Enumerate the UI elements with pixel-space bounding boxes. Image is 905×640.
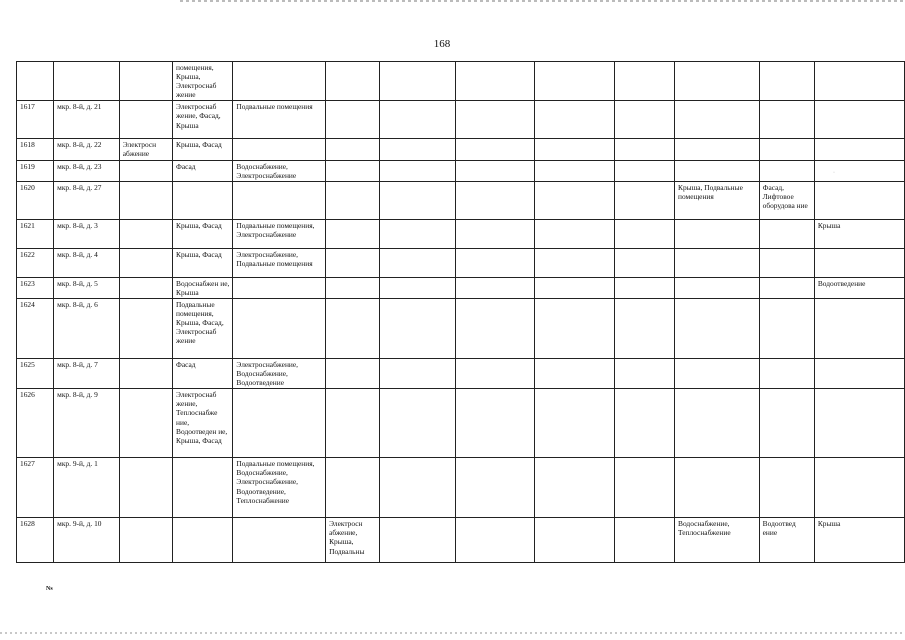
col9-cell	[534, 518, 614, 563]
col12-cell: Водоотвед ение	[759, 518, 814, 563]
col13-cell	[814, 248, 904, 277]
col10-cell	[614, 518, 674, 563]
address-cell	[54, 62, 120, 101]
col11-cell	[675, 219, 760, 248]
col8-cell	[455, 358, 534, 388]
col9-cell	[534, 101, 614, 139]
col10-cell	[614, 298, 674, 358]
col3-cell	[119, 277, 172, 298]
col7-cell	[379, 139, 455, 160]
col12-cell	[759, 160, 814, 181]
col6-cell	[326, 101, 379, 139]
col12-cell	[759, 277, 814, 298]
col4-cell: Крыша, Фасад	[173, 248, 233, 277]
col3-cell	[119, 298, 172, 358]
col12-cell	[759, 139, 814, 160]
row-number-cell: 1628	[17, 518, 54, 563]
col9-cell	[534, 389, 614, 458]
col7-cell	[379, 518, 455, 563]
footnote-mark: Ns	[46, 586, 53, 592]
col5-cell	[233, 139, 326, 160]
col5-cell	[233, 298, 326, 358]
table-row	[17, 139, 905, 160]
col6-cell	[326, 298, 379, 358]
col3-cell	[119, 389, 172, 458]
table-row	[17, 101, 905, 139]
col13-cell	[814, 62, 904, 101]
col5-cell	[233, 277, 326, 298]
col13-cell	[814, 298, 904, 358]
col13-cell: Крыша	[814, 219, 904, 248]
col6-cell	[326, 458, 379, 518]
table-row	[17, 277, 905, 298]
col4-cell: Водоснабжен ие, Крыша	[173, 277, 233, 298]
table-row	[17, 518, 905, 563]
col3-cell	[119, 518, 172, 563]
col8-cell	[455, 389, 534, 458]
col9-cell	[534, 248, 614, 277]
col8-cell	[455, 298, 534, 358]
address-cell: мкр. 8-й, д. 6	[54, 298, 120, 358]
col4-cell: Фасад	[173, 160, 233, 181]
col12-cell	[759, 62, 814, 101]
col6-cell	[326, 160, 379, 181]
col11-cell	[675, 248, 760, 277]
col5-cell	[233, 181, 326, 219]
col4-cell: Крыша, Фасад	[173, 139, 233, 160]
col9-cell	[534, 62, 614, 101]
col10-cell	[614, 181, 674, 219]
col9-cell	[534, 358, 614, 388]
row-number-cell: 1619	[17, 160, 54, 181]
col10-cell	[614, 358, 674, 388]
col12-cell	[759, 358, 814, 388]
col8-cell	[455, 139, 534, 160]
col11-cell	[675, 62, 760, 101]
col4-cell: Электроснаб жение, Фасад, Крыша	[173, 101, 233, 139]
col12-cell: Фасад, Лифтовое оборудова ние	[759, 181, 814, 219]
col12-cell	[759, 219, 814, 248]
col5-cell	[233, 62, 326, 101]
col6-cell	[326, 181, 379, 219]
col6-cell	[326, 277, 379, 298]
col10-cell	[614, 139, 674, 160]
table-row	[17, 160, 905, 181]
col11-cell	[675, 139, 760, 160]
col13-cell	[814, 358, 904, 388]
page-number: 168	[433, 38, 451, 50]
col5-cell: Электроснабжение, Подвальные помещения	[233, 248, 326, 277]
col11-cell	[675, 160, 760, 181]
col3-cell	[119, 101, 172, 139]
col9-cell	[534, 219, 614, 248]
col5-cell: Электроснабжение, Водоснабжение, Водоотведение	[233, 358, 326, 388]
address-cell: мкр. 9-й, д. 10	[54, 518, 120, 563]
col3-cell: Электросн абжение	[119, 139, 172, 160]
col5-cell	[233, 518, 326, 563]
col11-cell: Водоснабжение, Теплоснабжение	[675, 518, 760, 563]
row-number-cell: 1622	[17, 248, 54, 277]
table-row	[17, 298, 905, 358]
address-cell: мкр. 8-й, д. 22	[54, 139, 120, 160]
col11-cell	[675, 389, 760, 458]
col9-cell	[534, 298, 614, 358]
col13-cell	[814, 139, 904, 160]
col6-cell	[326, 389, 379, 458]
col13-cell	[814, 181, 904, 219]
table-row	[17, 358, 905, 388]
col4-cell: Электроснаб жение, Теплоснабже ние, Водоотведен ие, Крыша, Фасад	[173, 389, 233, 458]
col13-cell	[814, 101, 904, 139]
col6-cell	[326, 139, 379, 160]
row-number-cell: 1617	[17, 101, 54, 139]
col8-cell	[455, 248, 534, 277]
col3-cell	[119, 62, 172, 101]
table-row	[17, 458, 905, 518]
col12-cell	[759, 248, 814, 277]
table-row	[17, 248, 905, 277]
col8-cell	[455, 101, 534, 139]
col8-cell	[455, 62, 534, 101]
col13-cell	[814, 389, 904, 458]
col10-cell	[614, 458, 674, 518]
col11-cell	[675, 277, 760, 298]
col7-cell	[379, 389, 455, 458]
col10-cell	[614, 219, 674, 248]
row-number-cell: 1620	[17, 181, 54, 219]
col11-cell: Крыша, Подвальные помещения	[675, 181, 760, 219]
col8-cell	[455, 518, 534, 563]
col8-cell	[455, 219, 534, 248]
col5-cell: Подвальные помещения, Водоснабжение, Электроснабжение, Водоотведение, Теплоснабжение	[233, 458, 326, 518]
scan-speck: ·	[833, 170, 835, 176]
col10-cell	[614, 160, 674, 181]
col9-cell	[534, 181, 614, 219]
col10-cell	[614, 389, 674, 458]
col3-cell	[119, 181, 172, 219]
col7-cell	[379, 298, 455, 358]
row-number-cell	[17, 62, 54, 101]
col12-cell	[759, 458, 814, 518]
col7-cell	[379, 219, 455, 248]
building-repair-table	[16, 61, 905, 563]
address-cell: мкр. 9-й, д. 1	[54, 458, 120, 518]
col12-cell	[759, 298, 814, 358]
row-number-cell: 1623	[17, 277, 54, 298]
row-number-cell: 1621	[17, 219, 54, 248]
col7-cell	[379, 181, 455, 219]
col13-cell	[814, 458, 904, 518]
col9-cell	[534, 458, 614, 518]
address-cell: мкр. 8-й, д. 5	[54, 277, 120, 298]
col9-cell	[534, 160, 614, 181]
col9-cell	[534, 139, 614, 160]
col4-cell	[173, 181, 233, 219]
col3-cell	[119, 248, 172, 277]
col11-cell	[675, 298, 760, 358]
col5-cell: Подвальные помещения, Электроснабжение	[233, 219, 326, 248]
col7-cell	[379, 277, 455, 298]
col3-cell	[119, 458, 172, 518]
table-row	[17, 62, 905, 101]
col3-cell	[119, 219, 172, 248]
col4-cell: Фасад	[173, 358, 233, 388]
col6-cell	[326, 219, 379, 248]
col9-cell	[534, 277, 614, 298]
address-cell: мкр. 8-й, д. 4	[54, 248, 120, 277]
scan-artifact-top	[180, 0, 905, 2]
col8-cell	[455, 277, 534, 298]
col4-cell: помещения, Крыша, Электроснаб жение	[173, 62, 233, 101]
address-cell: мкр. 8-й, д. 9	[54, 389, 120, 458]
col10-cell	[614, 248, 674, 277]
address-cell: мкр. 8-й, д. 21	[54, 101, 120, 139]
table-row	[17, 219, 905, 248]
col12-cell	[759, 101, 814, 139]
col6-cell	[326, 358, 379, 388]
col10-cell	[614, 62, 674, 101]
col12-cell	[759, 389, 814, 458]
col7-cell	[379, 458, 455, 518]
col4-cell: Подвальные помещения, Крыша, Фасад, Электроснаб жение	[173, 298, 233, 358]
col11-cell	[675, 458, 760, 518]
col4-cell	[173, 518, 233, 563]
table-row	[17, 389, 905, 458]
col8-cell	[455, 181, 534, 219]
col8-cell	[455, 458, 534, 518]
col3-cell	[119, 160, 172, 181]
col10-cell	[614, 277, 674, 298]
col11-cell	[675, 358, 760, 388]
col7-cell	[379, 101, 455, 139]
address-cell: мкр. 8-й, д. 3	[54, 219, 120, 248]
col10-cell	[614, 101, 674, 139]
scan-artifact-bottom	[0, 632, 905, 634]
col4-cell: Крыша, Фасад	[173, 219, 233, 248]
col6-cell	[326, 248, 379, 277]
col7-cell	[379, 248, 455, 277]
col11-cell	[675, 101, 760, 139]
col5-cell: Водоснабжение, Электроснабжение	[233, 160, 326, 181]
col6-cell	[326, 62, 379, 101]
table-row	[17, 181, 905, 219]
col4-cell	[173, 458, 233, 518]
col7-cell	[379, 358, 455, 388]
col13-cell: Крыша	[814, 518, 904, 563]
row-number-cell: 1624	[17, 298, 54, 358]
col6-cell: Электросн абжение, Крыша, Подвальны	[326, 518, 379, 563]
col7-cell	[379, 160, 455, 181]
row-number-cell: 1625	[17, 358, 54, 388]
col5-cell: Подвальные помещения	[233, 101, 326, 139]
col13-cell	[814, 160, 904, 181]
row-number-cell: 1626	[17, 389, 54, 458]
address-cell: мкр. 8-й, д. 23	[54, 160, 120, 181]
col3-cell	[119, 358, 172, 388]
address-cell: мкр. 8-й, д. 27	[54, 181, 120, 219]
col8-cell	[455, 160, 534, 181]
col7-cell	[379, 62, 455, 101]
col5-cell	[233, 389, 326, 458]
row-number-cell: 1618	[17, 139, 54, 160]
table-body	[17, 62, 905, 563]
col13-cell: Водоотведение	[814, 277, 904, 298]
row-number-cell: 1627	[17, 458, 54, 518]
address-cell: мкр. 8-й, д. 7	[54, 358, 120, 388]
